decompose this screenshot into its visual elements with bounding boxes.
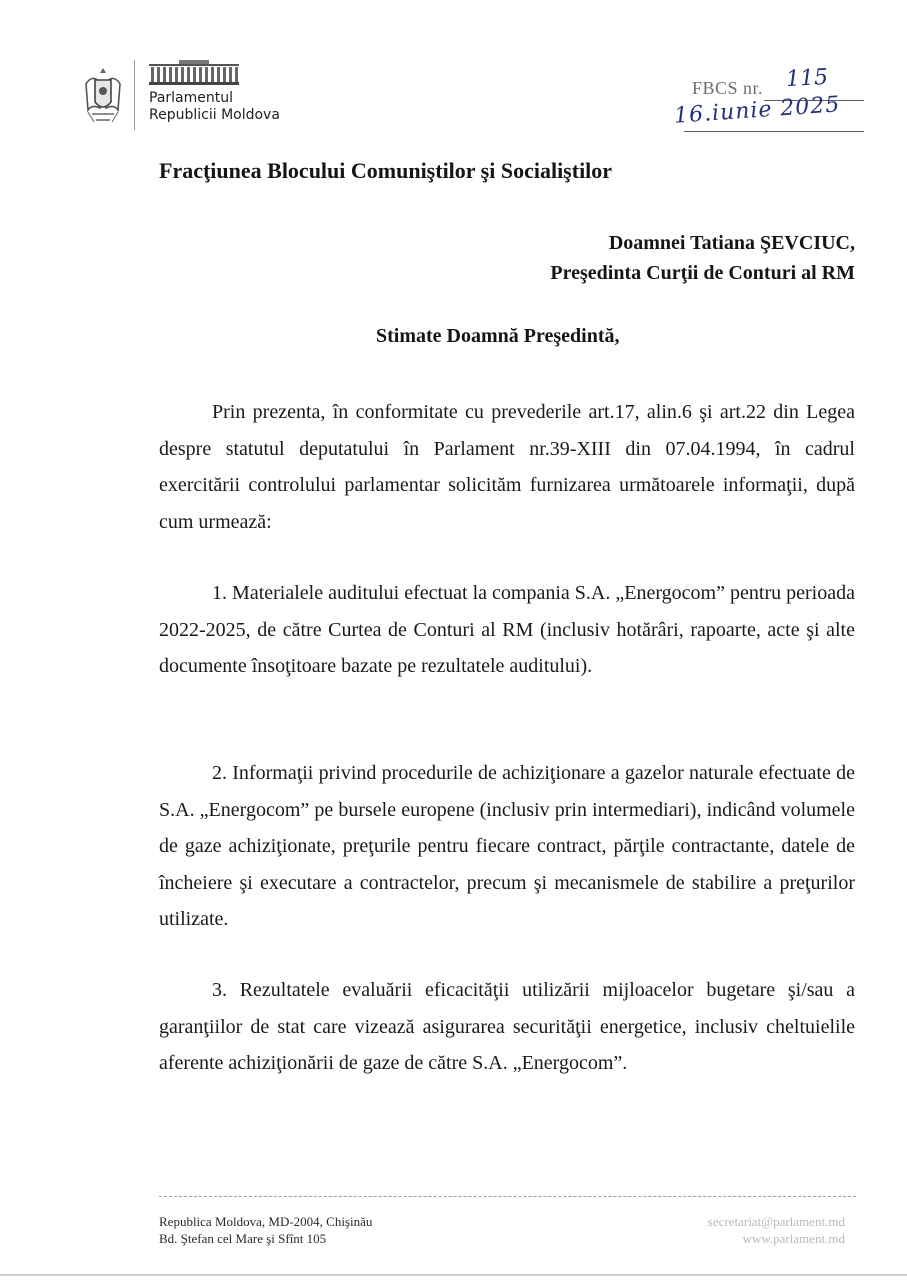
addressee-name: Doamnei Tatiana ŞEVCIUC, <box>608 232 855 254</box>
letterhead <box>82 60 280 140</box>
request-item-2: 2. Informaţii privind procedurile de achiziţionare a gazelor naturale efectuate de S.A. „Energocom” pe bursele europene (inclusiv prin intermediari), indicând volumele de gaze achiziţionate, preţurile pentru fiecare contract, părţile contractante, datele de încheiere şi executare a contractelor, precum şi mecanismele de stabilire a preţurilor utilizate. <box>159 762 855 930</box>
fraction-title: Fracţiunea Blocului Comuniştilor şi Socialiştilor <box>159 158 613 183</box>
institution-block <box>149 60 280 124</box>
addressee <box>550 228 855 288</box>
registration-date: 16.iunie 2025 <box>673 92 842 129</box>
footer-website: www.parlament.md <box>742 1231 845 1246</box>
addressee-position: Preşedinta Curţii de Conturi al RM <box>550 262 855 284</box>
registration-label: FBCS nr. <box>692 78 764 98</box>
registration-number: 115 <box>785 64 829 93</box>
footer-divider <box>159 1196 856 1198</box>
footer-contact <box>708 1213 845 1247</box>
institution-name-line2: Republicii Moldova <box>149 107 280 123</box>
salutation: Stimate Doamnă Preşedintă, <box>376 325 620 347</box>
institution-name-line1: Parlamentul <box>149 90 233 106</box>
registration-date-underline <box>684 131 864 132</box>
intro-paragraph: Prin prezenta, în conformitate cu prevederile art.17, alin.6 şi art.22 din Legea despre statutul deputatului în Parlament nr.39-XIII din 07.04.1994, în cadrul exercitării controlului parlamentar solicităm furnizarea următoarele informaţii, după cum urmează: <box>159 401 855 533</box>
registration-stamp <box>672 64 872 136</box>
coat-of-arms-icon <box>82 64 124 128</box>
footer-address-line2: Bd. Ştefan cel Mare şi Sfînt 105 <box>159 1231 327 1246</box>
footer-address-line1: Republica Moldova, MD-2004, Chişinău <box>159 1214 373 1229</box>
scan-edge-line <box>0 1274 907 1276</box>
footer-email: secretariat@parlament.md <box>707 1214 845 1229</box>
parliament-building-icon <box>149 60 239 86</box>
letterhead-divider <box>134 60 135 130</box>
request-item-1: 1. Materialele auditului efectuat la compania S.A. „Energocom” pentru perioada 2022-2025, de către Curtea de Conturi al RM (inclusiv hotărâri, rapoarte, acte şi alte documente însoţitoare bazate pe rezultatele auditului). <box>159 582 855 677</box>
request-item-3: 3. Rezultatele evaluării eficacităţii utilizării mijloacelor bugetare şi/sau a garanţiilor de stat care vizează asigurarea securităţii energetice, inclusiv cheltuielile aferente achiziţionării de gaze de către S.A. „Energocom”. <box>159 979 855 1074</box>
footer-address <box>159 1213 372 1247</box>
